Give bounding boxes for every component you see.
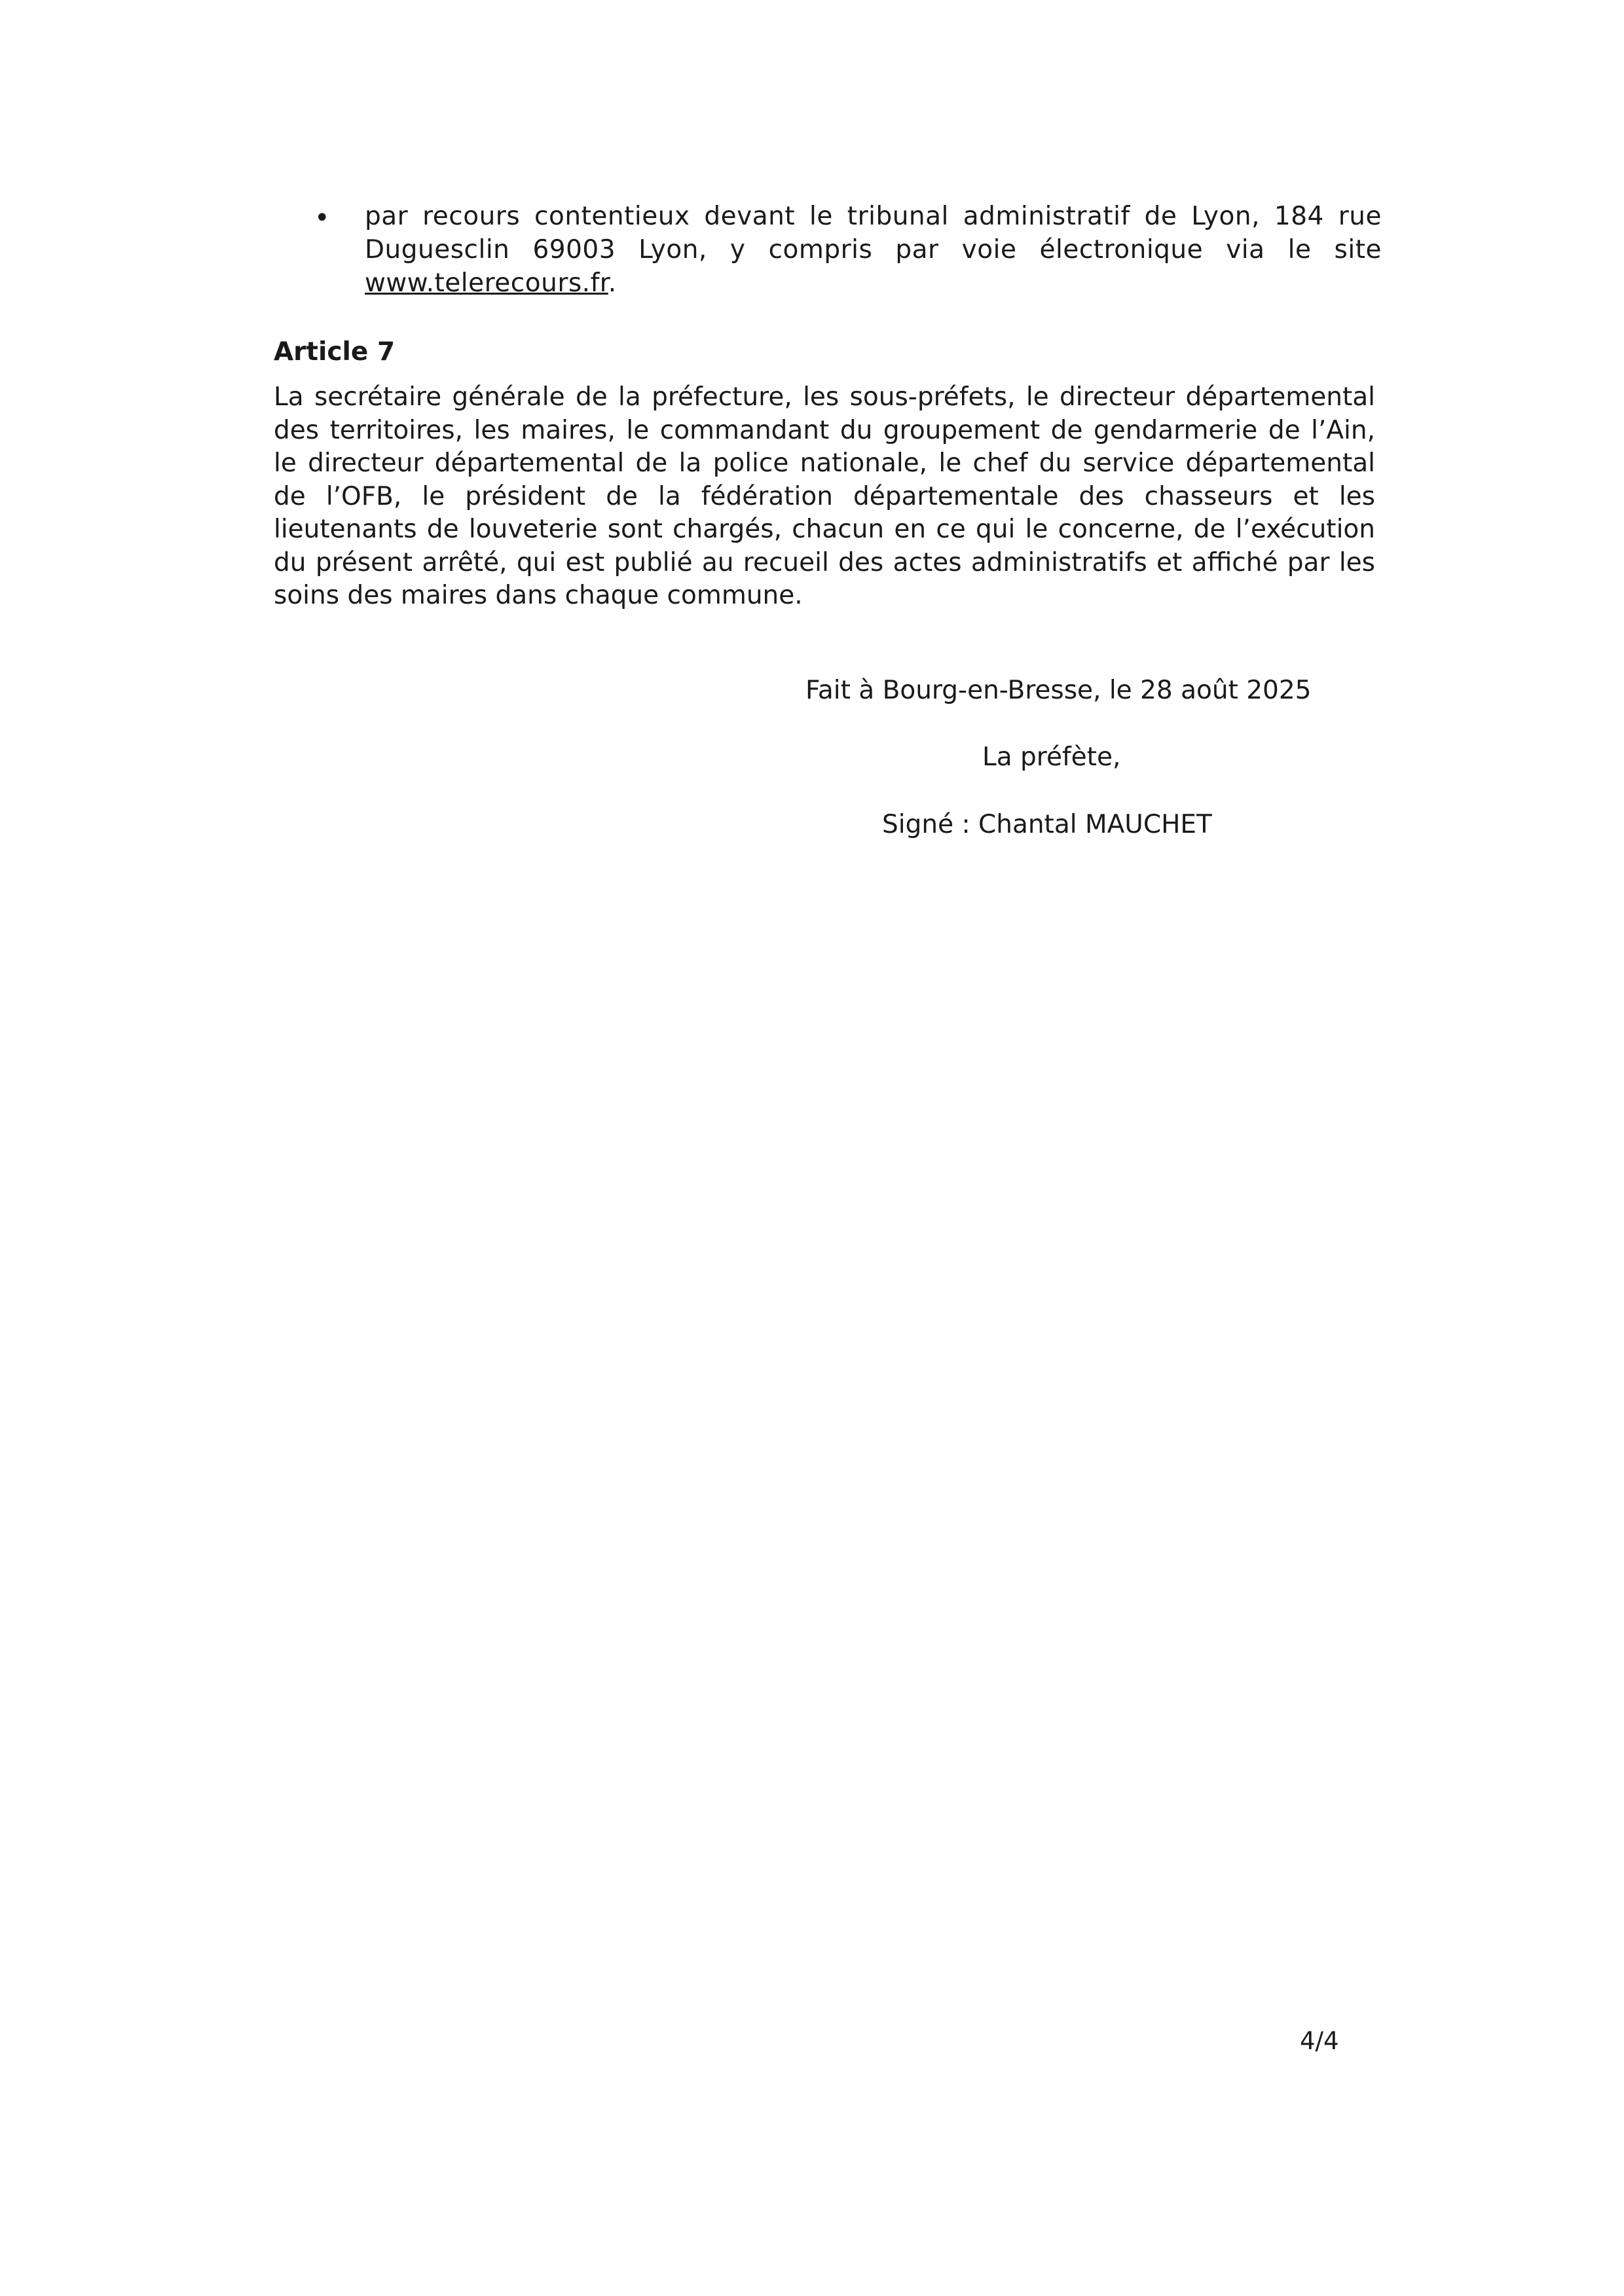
signature-place-date: Fait à Bourg-en-Bresse, le 28 août 2025	[805, 676, 1312, 705]
telerecours-link[interactable]: www.telerecours.fr	[365, 268, 608, 298]
appeal-bullet-item	[314, 200, 1382, 300]
bullet-text-after-link: .	[608, 268, 617, 298]
page-number: 4/4	[1300, 2027, 1339, 2055]
bullet-text	[365, 200, 1382, 300]
bullet-text-before-link: par recours contentieux devant le tribunal administratif de Lyon, 184 rue Duguesclin 69003 Lyon, y compris par voie électronique via le site	[365, 202, 1382, 264]
bullet-icon: •	[314, 203, 330, 233]
signature-signed-by: Signé : Chantal MAUCHET	[882, 810, 1212, 839]
signature-role: La préfète,	[982, 742, 1121, 772]
article-heading: Article 7	[274, 337, 396, 367]
article-body: La secrétaire générale de la préfecture, les sous-préfets, le directeur départemental des territoires, les maires, le commandant du groupement de gendarmerie de l’Ain, le directeur départemental de la police nationale, le chef du service départemental de l’OFB, le président de la fédération départementale des chasseurs et les lieutenants de louveterie sont chargés, chacun en ce qui le concerne, de l’exécution du présent arrêté, qui est publié au recueil des actes administratifs et affiché par les soins des maires dans chaque commune.	[274, 382, 1375, 610]
